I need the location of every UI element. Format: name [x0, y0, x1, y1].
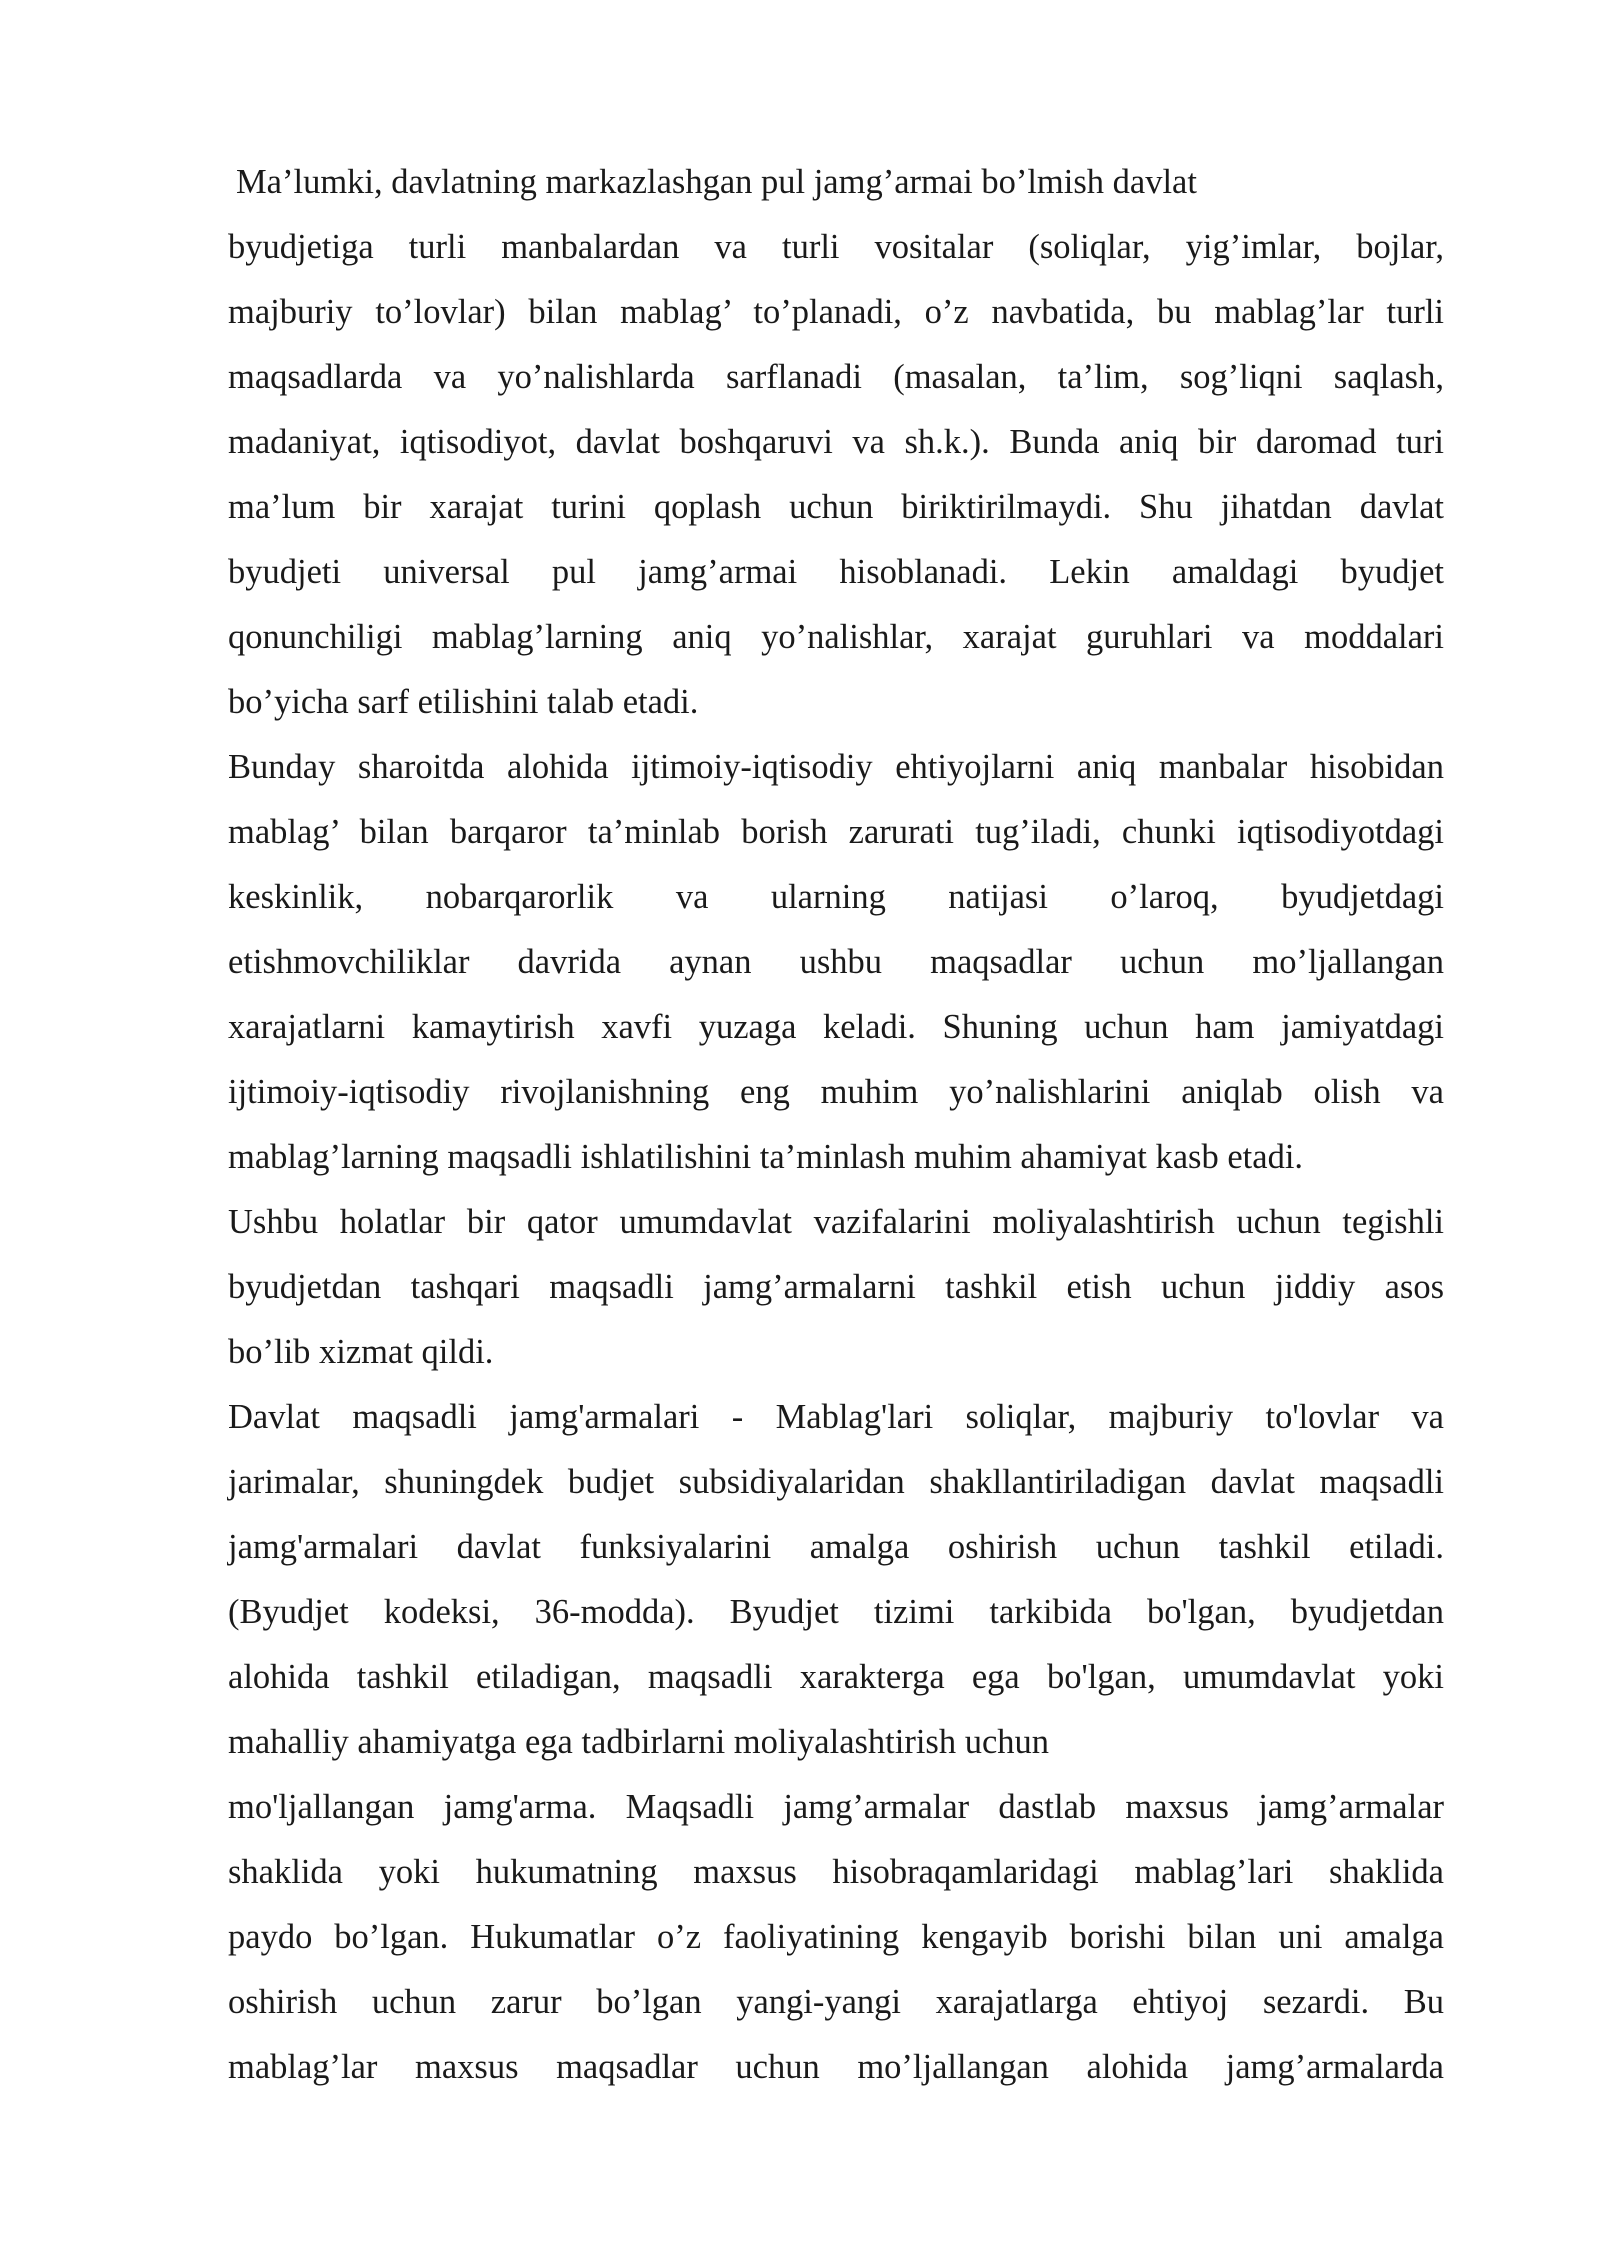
text-line: maqsadlarda va yo’nalishlarda sarflanadi (masalan, ta’lim, sog’liqni saqlash,: [228, 358, 1444, 396]
text-line: majburiy to’lovlar) bilan mablag’ to’planadi, o’z navbatida, bu mablag’lar turli: [228, 293, 1444, 331]
text-line: shaklida yoki hukumatning maxsus hisobraqamlaridagi mablag’lari shaklida: [228, 1853, 1444, 1891]
text-line: jamg'armalari davlat funksiyalarini amalga oshirish uchun tashkil etiladi.: [228, 1528, 1444, 1566]
text-line: Ushbu holatlar bir qator umumdavlat vazifalarini moliyalashtirish uchun tegishli: [228, 1203, 1444, 1241]
text-line: mo'ljallangan jamg'arma. Maqsadli jamg’armalar dastlab maxsus jamg’armalar: [228, 1788, 1444, 1826]
text-line: Bunday sharoitda alohida ijtimoiy-iqtisodiy ehtiyojlarni aniq manbalar hisobidan: [228, 748, 1444, 786]
text-line: bo’lib xizmat qildi.: [228, 1333, 494, 1371]
text-line: xarajatlarni kamaytirish xavfi yuzaga keladi. Shuning uchun ham jamiyatdagi: [228, 1008, 1444, 1046]
text-line: ijtimoiy-iqtisodiy rivojlanishning eng muhim yo’nalishlarini aniqlab olish va: [228, 1073, 1444, 1111]
text-line: paydo bo’lgan. Hukumatlar o’z faoliyatining kengayib borishi bilan uni amalga: [228, 1918, 1444, 1956]
body-text: [228, 150, 1444, 2100]
text-line: ma’lum bir xarajat turini qoplash uchun biriktirilmaydi. Shu jihatdan davlat: [228, 488, 1444, 526]
text-line: bo’yicha sarf etilishini talab etadi.: [228, 683, 699, 721]
text-line: alohida tashkil etiladigan, maqsadli xarakterga ega bo'lgan, umumdavlat yoki: [228, 1658, 1444, 1696]
text-line: jarimalar, shuningdek budjet subsidiyalaridan shakllantiriladigan davlat maqsadli: [228, 1463, 1444, 1501]
text-line: mahalliy ahamiyatga ega tadbirlarni moliyalashtirish uchun: [228, 1723, 1050, 1761]
text-line: keskinlik, nobarqarorlik va ularning natijasi o’laroq, byudjetdagi: [228, 878, 1444, 916]
text-line: byudjeti universal pul jamg’armai hisoblanadi. Lekin amaldagi byudjet: [228, 553, 1444, 591]
text-line: qonunchiligi mablag’larning aniq yo’nalishlar, xarajat guruhlari va moddalari: [228, 618, 1444, 656]
text-line: oshirish uchun zarur bo’lgan yangi-yangi xarajatlarga ehtiyoj sezardi. Bu: [228, 1983, 1444, 2021]
text-line: (Byudjet kodeksi, 36-modda). Byudjet tizimi tarkibida bo'lgan, byudjetdan: [228, 1593, 1444, 1631]
text-line: mablag’lar maxsus maqsadlar uchun mo’ljallangan alohida jamg’armalarda: [228, 2048, 1444, 2086]
text-line: byudjetiga turli manbalardan va turli vositalar (soliqlar, yig’imlar, bojlar,: [228, 228, 1444, 266]
text-line: mablag’ bilan barqaror ta’minlab borish zarurati tug’iladi, chunki iqtisodiyotdagi: [228, 813, 1444, 851]
text-line: Davlat maqsadli jamg'armalari - Mablag'lari soliqlar, majburiy to'lovlar va: [228, 1398, 1444, 1436]
text-line: etishmovchiliklar davrida aynan ushbu maqsadlar uchun mo’ljallangan: [228, 943, 1444, 981]
text-line: byudjetdan tashqari maqsadli jamg’armalarni tashkil etish uchun jiddiy asos: [228, 1268, 1444, 1306]
text-line: Ma’lumki, davlatning markazlashgan pul jamg’armai bo’lmish davlat: [236, 163, 1197, 201]
text-line: mablag’larning maqsadli ishlatilishini ta’minlash muhim ahamiyat kasb etadi.: [228, 1138, 1304, 1176]
text-line: madaniyat, iqtisodiyot, davlat boshqaruvi va sh.k.). Bunda aniq bir daromad turi: [228, 423, 1444, 461]
